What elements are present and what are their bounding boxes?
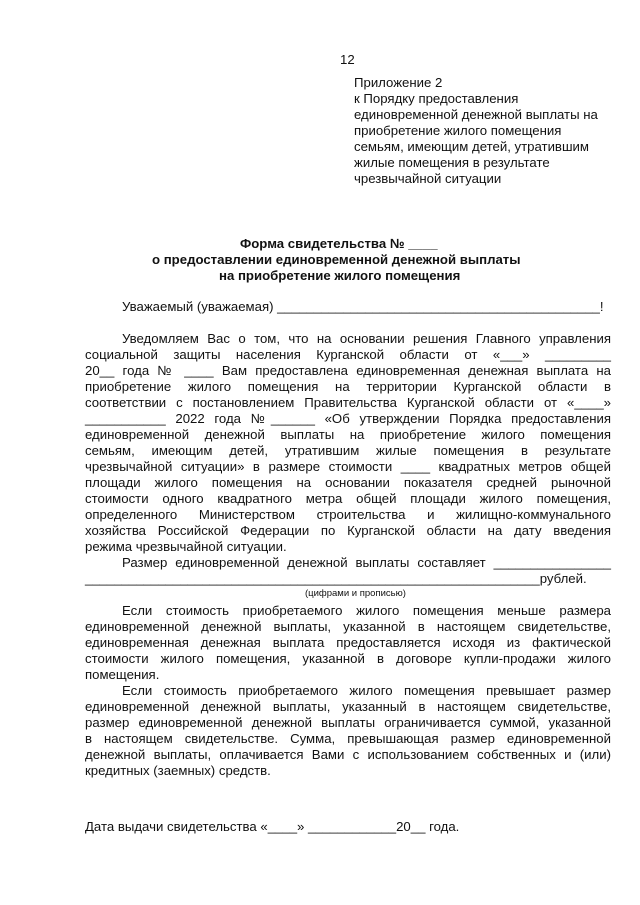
paragraph-line: Уведомляем Вас о том, что на основании решения Главного управления [122, 331, 611, 346]
paragraph-line: социальной защиты населения Курганской области от «___» _________ [85, 347, 611, 362]
paragraph-line: приобретение жилого помещения на территории Курганской области в [85, 379, 611, 394]
title-line: Форма свидетельства № ____ [240, 236, 438, 251]
paragraph-line: стоимости жилого помещения, указанной в договоре купли-продажи жилого [85, 651, 611, 666]
issue-date-line: Дата выдачи свидетельства «____» ____________20__ года. [85, 819, 460, 834]
title-line: на приобретение жилого помещения [219, 268, 461, 283]
appendix-line: к Порядку предоставления [354, 91, 519, 106]
paragraph-line: Если стоимость приобретаемого жилого помещения превышает размер [122, 683, 611, 698]
appendix-line: Приложение 2 [354, 75, 443, 90]
paragraph-line: определенного Министерством строительства и жилищно-коммунального [85, 507, 611, 522]
appendix-line: приобретение жилого помещения [354, 123, 562, 138]
amount-line: Размер единовременной денежной выплаты составляет ________________ [122, 555, 611, 570]
paragraph-line: площади жилого помещения на основании показателя средней рыночной [85, 475, 611, 490]
paragraph-line: единовременной денежной выплаты, указанный в настоящем свидетельстве, [85, 699, 611, 714]
appendix-line: единовременной денежной выплаты на [354, 107, 598, 122]
paragraph-line: хозяйства Российской Федерации по Курганской области на дату введения [85, 523, 611, 538]
paragraph-line: семьям, имеющим детей, утратившим жилые помещения в результате [85, 443, 611, 458]
greeting: Уважаемый (уважаемая) ____________________________________________! [122, 299, 604, 314]
paragraph-line: режима чрезвычайной ситуации. [85, 539, 287, 554]
appendix-line: семьям, имеющим детей, утратившим [354, 139, 589, 154]
paragraph-line: в настоящем свидетельстве. Сумма, превышающая размер единовременной [85, 731, 611, 746]
amount-note: (цифрами и прописью) [305, 588, 406, 599]
paragraph-line: единовременная денежная выплата предоставляется исходя из фактической [85, 635, 611, 650]
paragraph-line: Если стоимость приобретаемого жилого помещения меньше размера [122, 603, 611, 618]
paragraph-line: размер единовременной денежной выплаты ограничивается суммой, указанной [85, 715, 611, 730]
paragraph-line: единовременной денежной выплаты на приобретение жилого помещения [85, 427, 611, 442]
paragraph-line: стоимости одного квадратного метра общей площади жилого помещения, [85, 491, 611, 506]
amount-blank: ______________________________________________________________рублей. [85, 571, 587, 586]
paragraph-line: кредитных (заемных) средств. [85, 763, 271, 778]
paragraph-line: соответствии с постановлением Правительства Курганской области от «____» [85, 395, 611, 410]
page-number: 12 [340, 52, 355, 67]
title-line: о предоставлении единовременной денежной выплаты [152, 252, 521, 267]
paragraph-line: чрезвычайной ситуации» в размере стоимости ____ квадратных метров общей [85, 459, 611, 474]
paragraph-line: 20__ года № ____ Вам предоставлена единовременная денежная выплата на [85, 363, 611, 378]
appendix-line: жилые помещения в результате [354, 155, 550, 170]
appendix-line: чрезвычайной ситуации [354, 171, 502, 186]
paragraph-line: денежной выплаты, оплачивается Вами с использованием собственных и (или) [85, 747, 611, 762]
paragraph-line: единовременной денежной выплаты, указанной в настоящем свидетельстве, [85, 619, 611, 634]
paragraph-line: ___________ 2022 года №______ «Об утверждении Порядка предоставления [85, 411, 611, 426]
paragraph-line: помещения. [85, 667, 160, 682]
